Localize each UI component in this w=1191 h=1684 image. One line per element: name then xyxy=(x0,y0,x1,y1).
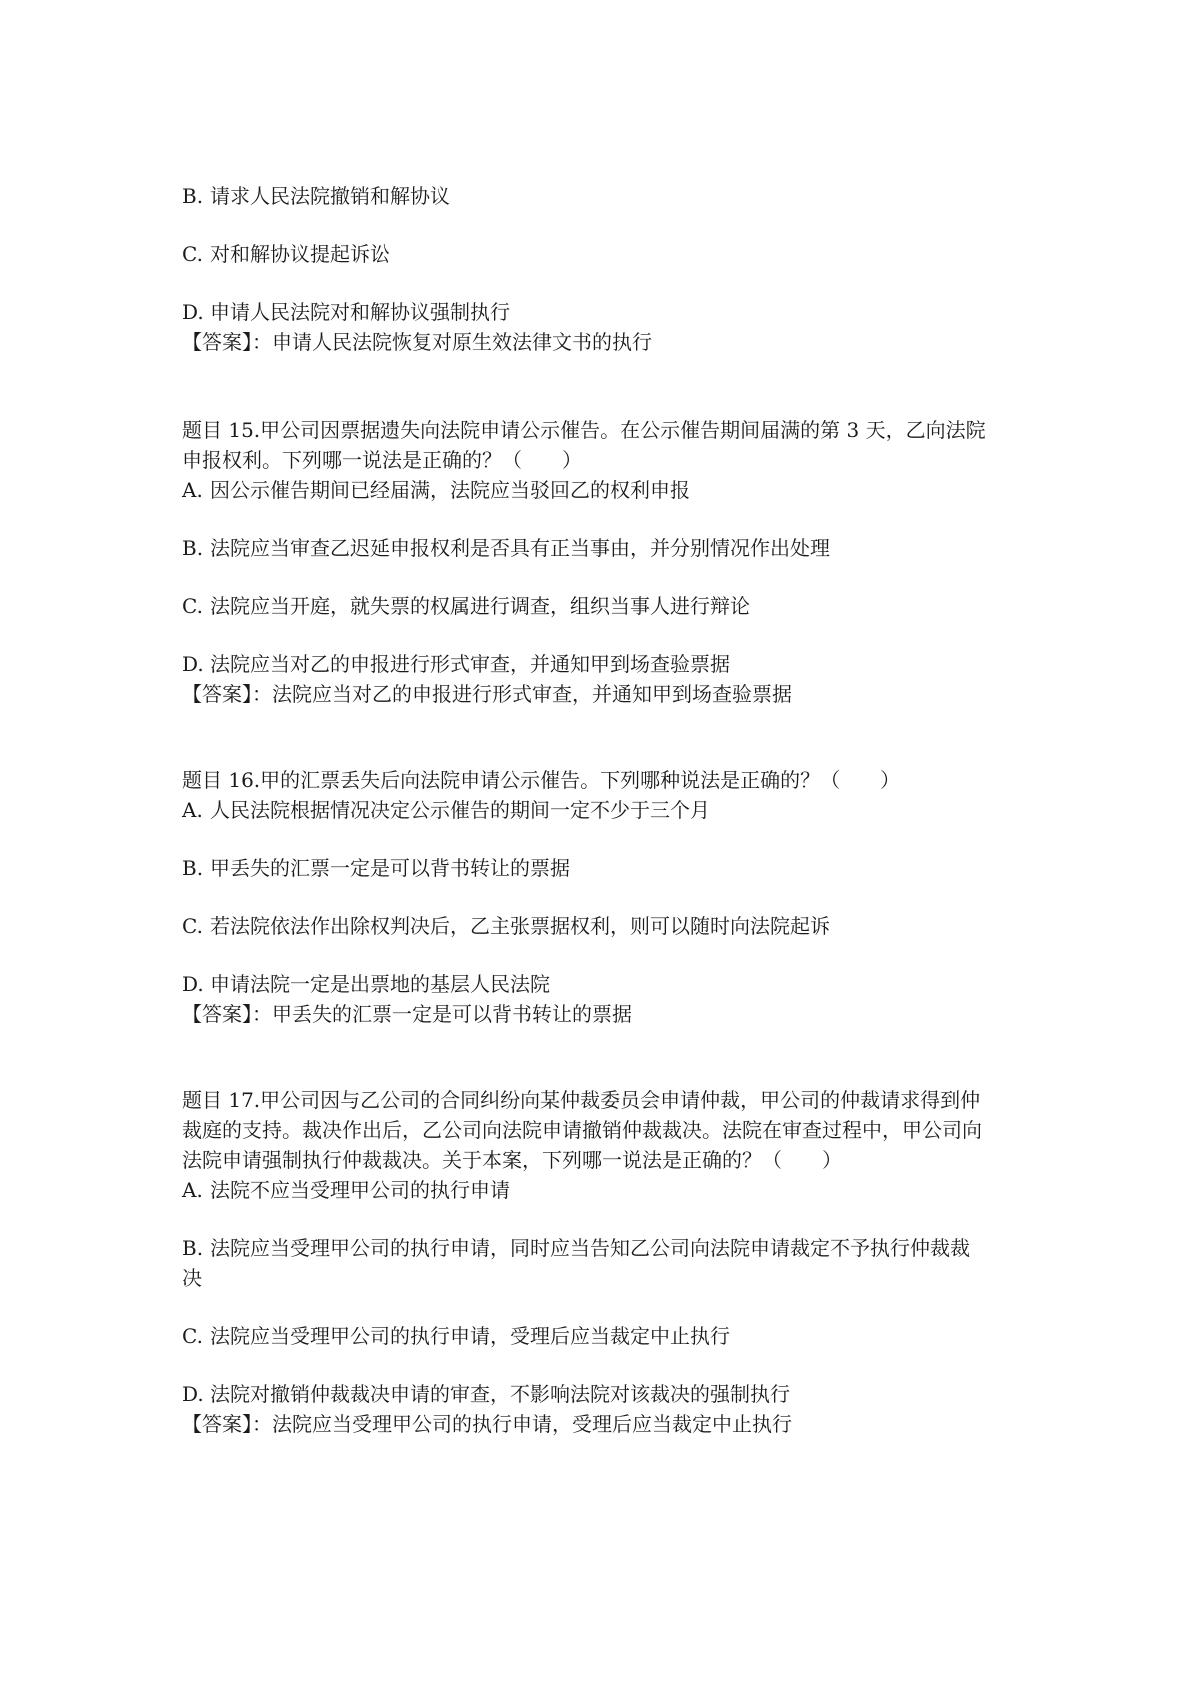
option-a xyxy=(182,474,1022,506)
option-text: 法院对撤销仲裁裁决申请的审查，不影响法院对该裁决的强制执行 xyxy=(210,1382,790,1406)
option-text: 法院应当受理甲公司的执行申请，受理后应当裁定中止执行 xyxy=(210,1324,730,1348)
question-stem-line: 题目 16.甲的汇票丢失后向法院申请公示催告。下列哪种说法是正确的？（ ） xyxy=(182,768,901,792)
option-d xyxy=(182,648,1022,680)
option-c xyxy=(182,1320,1022,1352)
option-text: 法院应当审查乙迟延申报权利是否具有正当事由，并分别情况作出处理 xyxy=(210,536,830,560)
option-letter: B. xyxy=(182,536,204,560)
answer-line: 【答案】：申请人民法院恢复对原生效法律文书的执行 xyxy=(182,330,652,354)
option-text: 人民法院根据情况决定公示催告的期间一定不少于三个月 xyxy=(210,798,710,822)
option-b xyxy=(182,852,1022,884)
option-letter: B. xyxy=(182,856,204,880)
option-text: 申请法院一定是出票地的基层人民法院 xyxy=(210,972,550,996)
option-b xyxy=(182,180,1022,212)
option-text: 若法院依法作出除权判决后，乙主张票据权利，则可以随时向法院起诉 xyxy=(210,914,830,938)
option-letter: D. xyxy=(182,972,204,996)
option-letter: D. xyxy=(182,300,204,324)
option-c xyxy=(182,910,1022,942)
option-letter: A. xyxy=(182,798,203,822)
option-text: 因公示催告期间已经届满，法院应当驳回乙的权利申报 xyxy=(210,478,690,502)
document-page xyxy=(182,0,1022,1684)
answer-line: 【答案】：法院应当受理甲公司的执行申请，受理后应当裁定中止执行 xyxy=(182,1412,792,1436)
option-b xyxy=(182,532,1022,564)
option-text: 甲丢失的汇票一定是可以背书转让的票据 xyxy=(210,856,570,880)
option-letter: A. xyxy=(182,1178,203,1202)
option-c xyxy=(182,590,1022,622)
question-stem-line: 题目 17.甲公司因与乙公司的合同纠纷向某仲裁委员会申请仲裁，甲公司的仲裁请求得到仲 xyxy=(182,1088,981,1112)
question-stem-line: 法院申请强制执行仲裁裁决。关于本案，下列哪一说法是正确的？（ ） xyxy=(182,1148,842,1172)
option-letter: C. xyxy=(182,914,203,938)
option-text: 请求人民法院撤销和解协议 xyxy=(210,184,450,208)
option-letter: B. xyxy=(182,1236,204,1260)
option-d xyxy=(182,968,1022,1000)
option-letter: B. xyxy=(182,184,204,208)
option-text: 法院应当开庭，就失票的权属进行调查，组织当事人进行辩论 xyxy=(210,594,750,618)
option-text: 法院不应当受理甲公司的执行申请 xyxy=(210,1178,510,1202)
option-letter: D. xyxy=(182,1382,204,1406)
option-text: 法院应当受理甲公司的执行申请，同时应当告知乙公司向法院申请裁定不予执行仲裁裁 xyxy=(210,1236,970,1260)
option-b-continuation: 决 xyxy=(182,1266,202,1290)
option-text: 对和解协议提起诉讼 xyxy=(210,242,390,266)
option-a xyxy=(182,794,1022,826)
option-d xyxy=(182,296,1022,328)
option-letter: C. xyxy=(182,594,203,618)
option-text: 申请人民法院对和解协议强制执行 xyxy=(210,300,510,324)
question-stem-line: 申报权利。下列哪一说法是正确的？（ ） xyxy=(182,448,582,472)
option-a xyxy=(182,1174,1022,1206)
option-letter: C. xyxy=(182,1324,203,1348)
option-d xyxy=(182,1378,1022,1410)
option-letter: C. xyxy=(182,242,203,266)
answer-line: 【答案】：法院应当对乙的申报进行形式审查，并通知甲到场查验票据 xyxy=(182,682,792,706)
option-b xyxy=(182,1232,1022,1264)
option-c xyxy=(182,238,1022,270)
option-letter: A. xyxy=(182,478,203,502)
question-stem-line: 裁庭的支持。裁决作出后，乙公司向法院申请撤销仲裁裁决。法院在审查过程中，甲公司向 xyxy=(182,1118,982,1142)
option-text: 法院应当对乙的申报进行形式审查，并通知甲到场查验票据 xyxy=(210,652,730,676)
answer-line: 【答案】：甲丢失的汇票一定是可以背书转让的票据 xyxy=(182,1002,632,1026)
question-stem-line: 题目 15.甲公司因票据遗失向法院申请公示催告。在公示催告期间届满的第 3 天，乙向法院 xyxy=(182,418,986,442)
option-letter: D. xyxy=(182,652,204,676)
